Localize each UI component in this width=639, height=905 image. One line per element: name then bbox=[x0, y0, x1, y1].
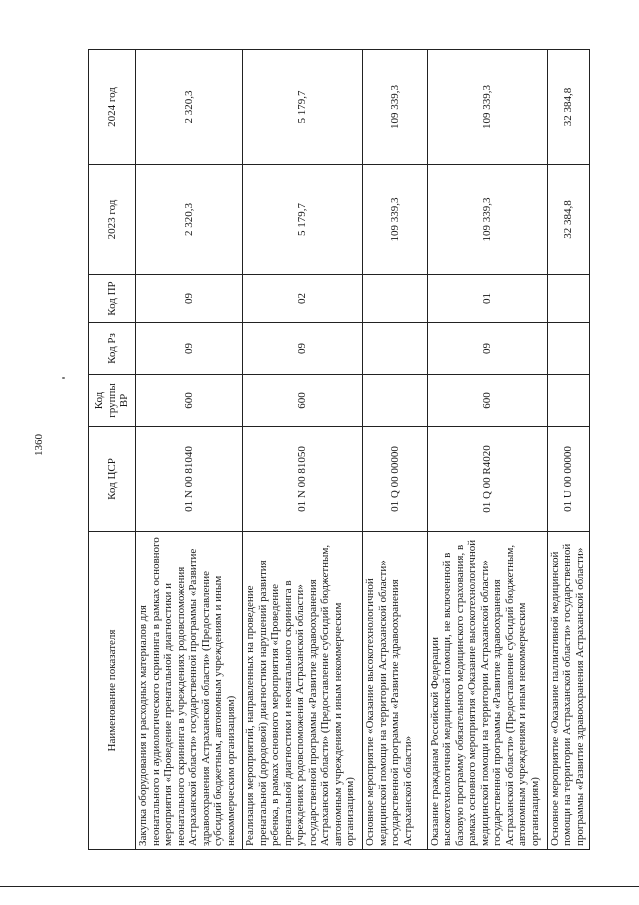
cell-rz: 09 bbox=[427, 323, 547, 375]
header-rz: Код Рз bbox=[89, 323, 136, 375]
page-number bbox=[27, 430, 51, 460]
cell-2024: 32 384,8 bbox=[547, 50, 589, 165]
header-2023: 2023 год bbox=[89, 165, 136, 275]
cell-rz: 09 bbox=[243, 323, 363, 375]
cell-pr: 02 bbox=[243, 275, 363, 323]
cell-vr bbox=[363, 375, 427, 427]
cell-2023: 2 320,3 bbox=[136, 165, 243, 275]
table-row bbox=[243, 50, 363, 850]
cell-vr: 600 bbox=[136, 375, 243, 427]
cell-pr: 01 bbox=[427, 275, 547, 323]
header-vr: Код группы ВР bbox=[89, 375, 136, 427]
cell-name: Основное мероприятие «Оказание высокотехнологичной медицинской помощи на территории Астраханской области» государственной программы «Развитие здравоохранения Астраханской области» bbox=[363, 532, 427, 850]
header-csr: Код ЦСР bbox=[89, 427, 136, 532]
budget-table bbox=[88, 49, 590, 850]
cell-rz bbox=[363, 323, 427, 375]
header-pr: Код ПР bbox=[89, 275, 136, 323]
rotated-table-container bbox=[88, 50, 590, 850]
cell-csr: 01 U 00 00000 bbox=[547, 427, 589, 532]
header-2024: 2024 год bbox=[89, 50, 136, 165]
cell-2024: 5 179,7 bbox=[243, 50, 363, 165]
cell-2023: 109 339,3 bbox=[427, 165, 547, 275]
cell-csr: 01 N 00 81040 bbox=[136, 427, 243, 532]
cell-2024: 2 320,3 bbox=[136, 50, 243, 165]
cell-name: Реализация мероприятий, направленных на проведение пренатальной (дородовой) диагностики нарушений развития ребенка, в рамках основного мероприятия «Проведение пренатальной диагностики и неонатального скрининга в учреждениях родовспоможения Астраханской области» государственной программы «Развитие здравоохранения Астраханской области» (Предоставление субсидий бюджетным, автономным учреждениям и иным некоммерческим организациям) bbox=[243, 532, 363, 850]
table-row bbox=[547, 50, 589, 850]
cell-2023: 5 179,7 bbox=[243, 165, 363, 275]
cell-rz: 09 bbox=[136, 323, 243, 375]
cell-csr: 01 N 00 81050 bbox=[243, 427, 363, 532]
cell-vr: 600 bbox=[243, 375, 363, 427]
cell-csr: 01 Q 00 R4020 bbox=[427, 427, 547, 532]
table-row bbox=[427, 50, 547, 850]
cell-2023: 32 384,8 bbox=[547, 165, 589, 275]
scan-speck bbox=[62, 377, 65, 379]
header-row bbox=[89, 50, 136, 850]
cell-pr: 09 bbox=[136, 275, 243, 323]
cell-2024: 109 339,3 bbox=[427, 50, 547, 165]
cell-name: Оказание гражданам Российской Федерации высокотехнологичной медицинской помощи, не включенной в базовую программу обязательного медицинского страхования, в рамках основного мероприятия «Оказание высокотехнологичной медицинской помощи на территории Астраханской области» государственной программы «Развитие здравоохранения Астраханской области» (Предоставление субсидий бюджетным, автономным учреждениям и иным некоммерческим организациям) bbox=[427, 532, 547, 850]
cell-pr bbox=[363, 275, 427, 323]
table-row bbox=[136, 50, 243, 850]
table-row bbox=[363, 50, 427, 850]
cell-vr bbox=[547, 375, 589, 427]
table-header bbox=[89, 50, 136, 850]
bottom-rule bbox=[0, 886, 639, 887]
cell-pr bbox=[547, 275, 589, 323]
cell-name: Закупка оборудования и расходных материалов для неонатального и аудиологического скрининга в рамках основного мероприятия «Проведение пренатальной диагностики и неонатального скрининга в учреждениях родовспоможения Астраханской области» государственной программы «Развитие здравоохранения Астраханской области» (Предоставление субсидий бюджетным, автономным учреждениям и иным некоммерческим организациям) bbox=[136, 532, 243, 850]
cell-vr: 600 bbox=[427, 375, 547, 427]
cell-2023: 109 339,3 bbox=[363, 165, 427, 275]
header-name: Наименование показателя bbox=[89, 532, 136, 850]
page-number-text: 1360 bbox=[33, 434, 45, 456]
cell-csr: 01 Q 00 00000 bbox=[363, 427, 427, 532]
cell-2024: 109 339,3 bbox=[363, 50, 427, 165]
cell-name: Основное мероприятие «Оказание паллиативной медицинской помощи на территории Астраханской области» государственной программы «Развитие здравоохранения Астраханской области» bbox=[547, 532, 589, 850]
cell-rz bbox=[547, 323, 589, 375]
